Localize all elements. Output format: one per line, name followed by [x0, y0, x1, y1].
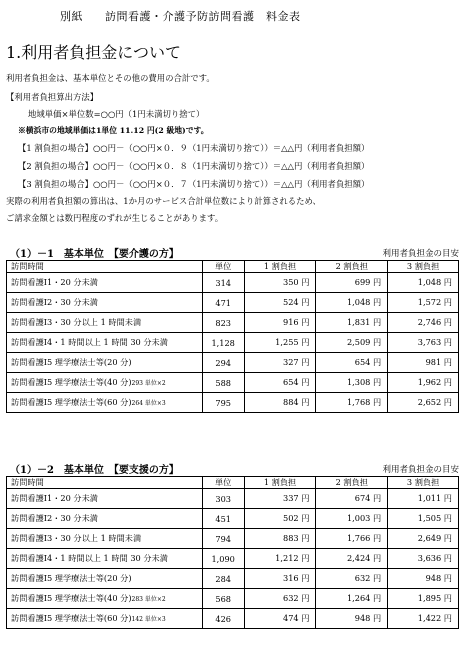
cell-3wari-text: 2,649 円: [417, 533, 452, 543]
cell-visit-time-text: 訪問看護Ⅰ5 理学療法士等(60 分): [11, 397, 132, 407]
cell-2wari-text: 1,003 円: [346, 513, 382, 523]
cell-visit-time-text: 訪問看護Ⅰ3・30 分以上 1 時間未満: [11, 317, 142, 327]
cell-2wari: [316, 509, 388, 529]
cell-3wari: [388, 293, 459, 313]
cell-1wari-text: 316 円: [282, 573, 310, 583]
cell-3wari-text: 1,011 円: [417, 493, 452, 503]
cell-2wari-text: 1,831 円: [346, 317, 382, 327]
table-row: [7, 569, 459, 589]
explain-line-1: 実際の利用者負担額の算出は、1か月のサービス合計単位数により計算されるため、: [6, 196, 321, 206]
cell-2wari: [316, 589, 388, 609]
cell-1wari: [244, 373, 316, 393]
cell-units: [202, 569, 244, 589]
table-header-row: [7, 477, 459, 489]
cell-visit-time: [7, 333, 203, 353]
cell-3wari-text: 3,763 円: [417, 337, 452, 347]
cell-2wari: [316, 293, 388, 313]
cell-1wari: [244, 333, 316, 353]
cell-visit-time: [7, 353, 203, 373]
cell-3wari-text: 1,505 円: [417, 513, 452, 523]
cell-units-text: 795: [215, 397, 231, 408]
cell-1wari-text: 883 円: [282, 533, 310, 543]
cell-2wari: [316, 393, 388, 413]
cell-unit-breakdown: 283 単位×2: [131, 596, 166, 603]
cell-2wari: [316, 549, 388, 569]
cell-1wari: [244, 529, 316, 549]
table-row: [7, 373, 459, 393]
cell-1wari-text: 327 円: [282, 357, 310, 367]
cell-3wari: [388, 489, 459, 509]
support-fee-table: [6, 476, 459, 629]
cell-units: [202, 509, 244, 529]
cell-1wari: [244, 353, 316, 373]
header-title: 訪問看護・介護予防訪問看護 料金表: [105, 10, 301, 23]
cell-3wari-text: 3,636 円: [417, 553, 452, 563]
method-label: 【利用者負担算出方法】: [6, 92, 99, 102]
cell-visit-time: [7, 273, 203, 293]
cell-unit-breakdown: 264 単位×3: [131, 400, 166, 407]
cell-units: [202, 609, 244, 629]
support-fee-table-body: [7, 489, 459, 629]
cell-units: [202, 333, 244, 353]
cell-1wari-text: 884 円: [282, 397, 310, 407]
table-row: [7, 273, 459, 293]
header-annex-label: 別紙: [60, 10, 83, 23]
cell-1wari-text: 524 円: [282, 297, 310, 307]
table-row: [7, 609, 459, 629]
cell-3wari: [388, 373, 459, 393]
cell-2wari-text: 2,424 円: [346, 553, 382, 563]
cell-3wari: [388, 589, 459, 609]
cell-visit-time-text: 訪問看護Ⅰ2・30 分未満: [11, 297, 98, 307]
cell-1wari: [244, 489, 316, 509]
cell-1wari: [244, 509, 316, 529]
cell-3wari: [388, 333, 459, 353]
cell-2wari: [316, 489, 388, 509]
case-3-割: 【3 割負担の場合】○○円－（○○円×０．７（1円未満切り捨て））＝△△円（利用者負担額）: [18, 179, 370, 189]
cell-units-text: 426: [215, 613, 231, 624]
table-row: [7, 353, 459, 373]
table-row: [7, 509, 459, 529]
table-header-row: [7, 261, 459, 273]
case-1-割: 【1 割負担の場合】○○円－（○○円×０．９（1円未満切り捨て））＝△△円（利用者負担額）: [18, 143, 370, 153]
cell-visit-time: [7, 293, 203, 313]
cell-units: [202, 549, 244, 569]
table-row: [7, 589, 459, 609]
cell-units-text: 471: [215, 297, 231, 308]
cell-2wari: [316, 333, 388, 353]
section2-right-label: 利用者負担金の目安: [382, 465, 459, 475]
explain-line-2: ご請求金額とは数円程度のずれが生じることがあります。: [6, 213, 224, 223]
cell-3wari: [388, 569, 459, 589]
cell-units-text: 451: [215, 513, 231, 524]
cell-visit-time-text: 訪問看護Ⅰ3・30 分以上 1 時間未満: [11, 533, 142, 543]
cell-visit-time: [7, 373, 203, 393]
cell-1wari-text: 654 円: [282, 377, 310, 387]
cell-visit-time-text: 訪問看護Ⅰ1・20 分未満: [11, 493, 98, 503]
cell-2wari-text: 632 円: [354, 573, 382, 583]
cell-visit-time-text: 訪問看護Ⅰ5 理学療法士等(60 分): [11, 613, 132, 623]
table-row: [7, 393, 459, 413]
cell-2wari: [316, 373, 388, 393]
cell-2wari: [316, 273, 388, 293]
cell-2wari-text: 1,048 円: [346, 297, 382, 307]
cell-1wari: [244, 569, 316, 589]
care-fee-table: [6, 260, 459, 413]
cell-visit-time: [7, 609, 203, 629]
cell-2wari-text: 699 円: [354, 277, 382, 287]
cell-visit-time: [7, 393, 203, 413]
cell-1wari-text: 916 円: [282, 317, 310, 327]
cell-units-text: 823: [215, 317, 231, 328]
cell-units-text: 1,128: [211, 337, 235, 348]
cell-visit-time-text: 訪問看護Ⅰ5 理学療法士等(40 分): [11, 593, 132, 603]
col-header-1wari: 1 割負担: [244, 261, 316, 273]
cell-visit-time-text: 訪問看護Ⅰ2・30 分未満: [11, 513, 98, 523]
regional-rate-note: ※横浜市の地域単価は1単位 11.12 円(2 級地)です。: [18, 126, 209, 135]
cell-1wari: [244, 293, 316, 313]
cell-visit-time: [7, 509, 203, 529]
col-header-3wari: 3 割負担: [388, 477, 459, 489]
cell-units-text: 314: [215, 277, 231, 288]
cell-units: [202, 273, 244, 293]
cell-1wari: [244, 273, 316, 293]
cell-1wari-text: 337 円: [282, 493, 310, 503]
cell-visit-time: [7, 549, 203, 569]
cell-1wari: [244, 589, 316, 609]
col-header-time: 訪問時間: [7, 261, 203, 273]
cell-units-text: 568: [215, 593, 231, 604]
cell-units-text: 294: [215, 357, 231, 368]
cell-3wari-text: 981 円: [425, 357, 452, 367]
col-header-time: 訪問時間: [7, 477, 203, 489]
cell-2wari-text: 1,264 円: [346, 593, 382, 603]
cell-visit-time-text: 訪問看護Ⅰ5 理学療法士等(40 分): [11, 377, 132, 387]
cell-3wari-text: 1,048 円: [417, 277, 452, 287]
cell-2wari-text: 654 円: [354, 357, 382, 367]
table-row: [7, 293, 459, 313]
cell-2wari-text: 2,509 円: [346, 337, 382, 347]
cell-3wari-text: 1,895 円: [417, 593, 452, 603]
cell-1wari-text: 350 円: [282, 277, 310, 287]
cell-2wari-text: 1,308 円: [346, 377, 382, 387]
cell-1wari: [244, 313, 316, 333]
cell-3wari: [388, 393, 459, 413]
cell-3wari: [388, 313, 459, 333]
table-row: [7, 489, 459, 509]
cell-units-text: 284: [215, 573, 231, 584]
cell-1wari-text: 474 円: [282, 613, 310, 623]
col-header-1wari: 1 割負担: [244, 477, 316, 489]
col-header-3wari: 3 割負担: [388, 261, 459, 273]
cell-units: [202, 373, 244, 393]
cell-unit-breakdown: 293 単位×2: [131, 380, 166, 387]
section1-title: （1）－1 基本単位 【要介護の方】: [10, 249, 179, 260]
cell-1wari-text: 502 円: [282, 513, 310, 523]
cell-units: [202, 529, 244, 549]
cell-visit-time: [7, 529, 203, 549]
cell-3wari-text: 1,572 円: [417, 297, 452, 307]
cell-1wari: [244, 393, 316, 413]
cell-units: [202, 293, 244, 313]
cell-3wari: [388, 549, 459, 569]
cell-1wari-text: 1,255 円: [275, 337, 310, 347]
cell-visit-time-text: 訪問看護Ⅰ4・1 時間以上 1 時間 30 分未満: [11, 337, 168, 347]
cell-2wari-text: 1,766 円: [346, 533, 382, 543]
cell-units-text: 1,090: [211, 553, 235, 564]
cell-unit-breakdown: 142 単位×3: [131, 616, 166, 623]
cell-visit-time: [7, 589, 203, 609]
cell-1wari: [244, 549, 316, 569]
cell-3wari: [388, 609, 459, 629]
cell-2wari-text: 948 円: [354, 613, 382, 623]
cell-units: [202, 313, 244, 333]
section2-title: （1）－2 基本単位 【要支援の方】: [10, 465, 179, 476]
cell-units: [202, 393, 244, 413]
cell-3wari: [388, 509, 459, 529]
care-fee-table-body: [7, 273, 459, 413]
col-header-2wari: 2 割負担: [316, 261, 388, 273]
cell-1wari-text: 632 円: [282, 593, 310, 603]
case-2-割: 【2 割負担の場合】○○円－（○○円×０．８（1円未満切り捨て））＝△△円（利用者負担額）: [18, 161, 370, 171]
document-header: [60, 8, 301, 24]
table-row: [7, 333, 459, 353]
cell-3wari: [388, 529, 459, 549]
cell-1wari-text: 1,212 円: [275, 553, 310, 563]
cell-2wari: [316, 569, 388, 589]
cell-visit-time: [7, 569, 203, 589]
cell-visit-time-text: 訪問看護Ⅰ1・20 分未満: [11, 277, 98, 287]
section1-right-label: 利用者負担金の目安: [382, 249, 459, 259]
col-header-2wari: 2 割負担: [316, 477, 388, 489]
cell-units: [202, 353, 244, 373]
page-title: 1.利用者負担金について: [6, 43, 181, 62]
cell-2wari: [316, 609, 388, 629]
col-header-units: 単位: [202, 477, 244, 489]
intro-text: 利用者負担金は、基本単位とその他の費用の合計です。: [6, 73, 215, 83]
cell-3wari: [388, 273, 459, 293]
col-header-units: 単位: [202, 261, 244, 273]
cell-units-text: 794: [215, 533, 231, 544]
cell-2wari-text: 1,768 円: [346, 397, 382, 407]
cell-visit-time-text: 訪問看護Ⅰ4・1 時間以上 1 時間 30 分未満: [11, 553, 168, 563]
cell-units-text: 303: [215, 493, 231, 504]
cell-3wari-text: 2,652 円: [417, 397, 452, 407]
cell-visit-time: [7, 489, 203, 509]
cell-3wari: [388, 353, 459, 373]
cell-visit-time: [7, 313, 203, 333]
cell-3wari-text: 1,962 円: [417, 377, 452, 387]
cell-3wari-text: 1,422 円: [417, 613, 452, 623]
cell-2wari: [316, 313, 388, 333]
cell-3wari-text: 948 円: [425, 573, 452, 583]
cell-units-text: 588: [215, 377, 231, 388]
cell-visit-time-text: 訪問看護Ⅰ5 理学療法士等(20 分): [11, 573, 132, 583]
table-row: [7, 549, 459, 569]
cell-2wari-text: 674 円: [354, 493, 382, 503]
cell-units: [202, 489, 244, 509]
cell-2wari: [316, 529, 388, 549]
cell-units: [202, 589, 244, 609]
cell-3wari-text: 2,746 円: [417, 317, 452, 327]
table-row: [7, 313, 459, 333]
formula-text: 地域単価×単位数=○○円（1円未満切り捨て）: [28, 109, 205, 119]
cell-1wari: [244, 609, 316, 629]
cell-visit-time-text: 訪問看護Ⅰ5 理学療法士等(20 分): [11, 357, 132, 367]
cell-2wari: [316, 353, 388, 373]
table-row: [7, 529, 459, 549]
